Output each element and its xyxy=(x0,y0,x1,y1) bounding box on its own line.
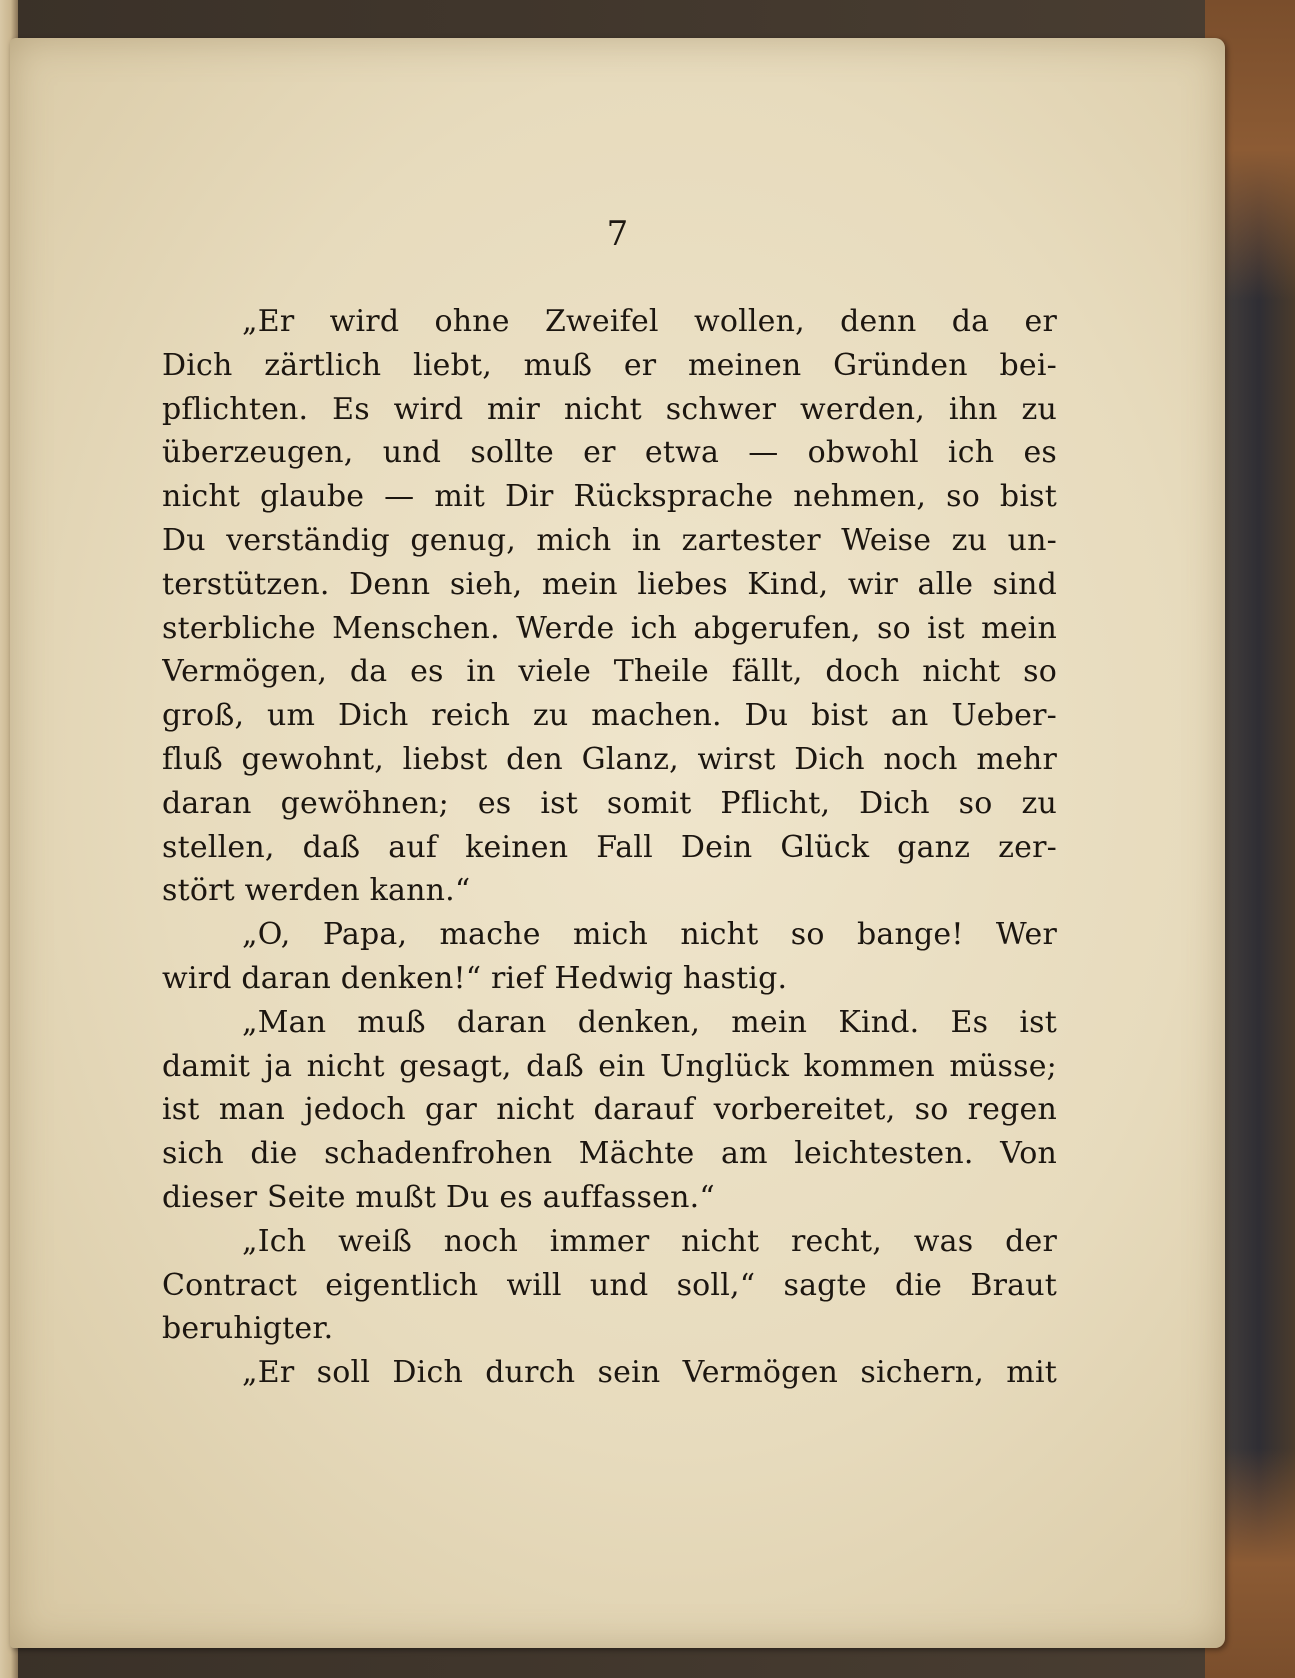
text-line: überzeugen, und sollte er etwa — obwohl ich es xyxy=(162,435,1057,471)
text-line: daran gewöhnen; es ist somit Pflicht, Dich so zu xyxy=(162,785,1057,821)
text-line: ist man jedoch gar nicht darauf vorbereitet, so regen xyxy=(162,1092,1057,1128)
text-line: stört werden kann.“ xyxy=(162,873,471,909)
text-line: damit ja nicht gesagt, daß ein Unglück kommen müsse; xyxy=(162,1048,1057,1084)
text-line: groß, um Dich reich zu machen. Du bist an Ueber- xyxy=(162,698,1057,734)
text-line: Du verständig genug, mich in zartester Weise zu un- xyxy=(162,522,1057,558)
text-line: fluß gewohnt, liebst den Glanz, wirst Dich noch mehr xyxy=(162,741,1057,777)
text-line: Contract eigentlich will und soll,“ sagte die Braut xyxy=(162,1267,1057,1303)
text-line: dieser Seite mußt Du es auffassen.“ xyxy=(162,1179,715,1215)
book-page xyxy=(10,38,1225,1648)
text-line: sterbliche Menschen. Werde ich abgerufen, so ist mein xyxy=(162,610,1057,646)
text-line: „O, Papa, mache mich nicht so bange! Wer xyxy=(242,917,1057,953)
text-line: Dich zärtlich liebt, muß er meinen Gründen bei- xyxy=(162,347,1057,383)
text-line: pflichten. Es wird mir nicht schwer werden, ihn zu xyxy=(162,391,1057,427)
text-line: „Man muß daran denken, mein Kind. Es ist xyxy=(242,1004,1057,1040)
text-line: stellen, daß auf keinen Fall Dein Glück ganz zer- xyxy=(162,829,1057,865)
page-number: 7 xyxy=(606,214,629,254)
text-line: „Er soll Dich durch sein Vermögen sichern, mit xyxy=(242,1355,1057,1391)
text-line: nicht glaube — mit Dir Rücksprache nehmen, so bist xyxy=(162,479,1057,515)
text-line: „Ich weiß noch immer nicht recht, was der xyxy=(242,1223,1057,1259)
text-line: wird daran denken!“ rief Hedwig hastig. xyxy=(162,960,788,996)
text-line: terstützen. Denn sieh, mein liebes Kind, wir alle sind xyxy=(162,566,1057,602)
text-line: Vermögen, da es in viele Theile fällt, doch nicht so xyxy=(162,654,1057,690)
text-line: sich die schadenfrohen Mächte am leichtesten. Von xyxy=(162,1136,1057,1172)
body-text xyxy=(162,300,1057,1395)
text-line: „Er wird ohne Zweifel wollen, denn da er xyxy=(242,304,1057,339)
text-line: beruhigter. xyxy=(162,1311,334,1347)
